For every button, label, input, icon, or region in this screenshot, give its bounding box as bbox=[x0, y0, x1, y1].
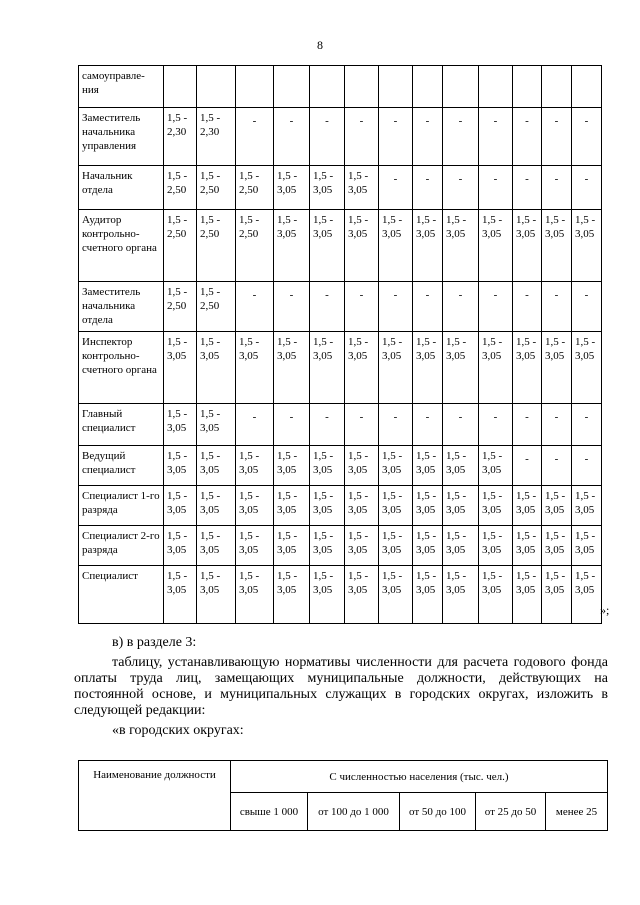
norm-value-cell bbox=[274, 66, 310, 108]
norm-value-cell: - bbox=[236, 404, 274, 446]
norm-value-cell: - bbox=[572, 282, 602, 332]
norm-value-cell bbox=[542, 66, 572, 108]
column-header: менее 25 bbox=[546, 793, 608, 831]
norm-value-cell bbox=[513, 66, 542, 108]
norm-value-cell: 1,5 - 3,05 bbox=[379, 486, 413, 526]
norm-value-cell: - bbox=[413, 108, 443, 166]
norm-value-cell: - bbox=[345, 404, 379, 446]
position-name-cell: Аудитор контрольно-счетного органа bbox=[79, 210, 164, 282]
table-row bbox=[79, 166, 602, 210]
table-row bbox=[79, 282, 602, 332]
norm-value-cell: 1,5 - 3,05 bbox=[443, 526, 479, 566]
norm-value-cell: 1,5 - 3,05 bbox=[310, 332, 345, 404]
norm-value-cell: 1,5 - 3,05 bbox=[197, 526, 236, 566]
norm-value-cell: 1,5 - 3,05 bbox=[164, 526, 197, 566]
norm-value-cell: 1,5 - 3,05 bbox=[479, 526, 513, 566]
table-row bbox=[79, 486, 602, 526]
norm-value-cell: 1,5 - 3,05 bbox=[274, 486, 310, 526]
norm-value-cell: - bbox=[542, 446, 572, 486]
norm-value-cell: 1,5 - 3,05 bbox=[572, 332, 602, 404]
norm-value-cell: 1,5 - 3,05 bbox=[236, 446, 274, 486]
norm-value-cell: - bbox=[443, 108, 479, 166]
norm-value-cell: - bbox=[379, 166, 413, 210]
norm-value-cell: 1,5 - 3,05 bbox=[379, 332, 413, 404]
norm-value-cell: 1,5 - 3,05 bbox=[513, 566, 542, 624]
norm-value-cell: - bbox=[413, 282, 443, 332]
norm-value-cell: - bbox=[542, 404, 572, 446]
norm-value-cell: 1,5 - 2,30 bbox=[197, 108, 236, 166]
norm-value-cell: 1,5 - 3,05 bbox=[479, 566, 513, 624]
norm-value-cell: 1,5 - 3,05 bbox=[274, 332, 310, 404]
norm-value-cell: 1,5 - 2,50 bbox=[164, 282, 197, 332]
norm-value-cell bbox=[164, 66, 197, 108]
norm-value-cell: - bbox=[572, 166, 602, 210]
norm-value-cell: 1,5 - 3,05 bbox=[413, 526, 443, 566]
norm-value-cell: 1,5 - 3,05 bbox=[345, 566, 379, 624]
column-header: от 100 до 1 000 bbox=[308, 793, 400, 831]
norm-value-cell: - bbox=[542, 282, 572, 332]
header-population: С численностью населения (тыс. чел.) bbox=[231, 761, 608, 793]
table-closing-quote: »; bbox=[600, 603, 610, 617]
table-intro-paragraph: «в городских округах: bbox=[112, 723, 244, 738]
norm-value-cell: 1,5 - 3,05 bbox=[542, 566, 572, 624]
salary-norms-table bbox=[78, 65, 602, 624]
norm-value-cell bbox=[236, 66, 274, 108]
norm-value-cell: 1,5 - 3,05 bbox=[274, 566, 310, 624]
norm-value-cell: 1,5 - 3,05 bbox=[197, 332, 236, 404]
norm-value-cell: - bbox=[572, 446, 602, 486]
city-districts-table bbox=[78, 760, 608, 831]
norm-value-cell: 1,5 - 3,05 bbox=[274, 166, 310, 210]
norm-value-cell: 1,5 - 3,05 bbox=[164, 332, 197, 404]
norm-value-cell: 1,5 - 3,05 bbox=[542, 486, 572, 526]
norm-value-cell: - bbox=[513, 282, 542, 332]
norm-value-cell: 1,5 - 3,05 bbox=[379, 566, 413, 624]
norm-value-cell: - bbox=[443, 166, 479, 210]
section-paragraph: в) в разделе 3: bbox=[112, 635, 197, 650]
norm-value-cell: - bbox=[572, 404, 602, 446]
norm-value-cell: 1,5 - 3,05 bbox=[379, 210, 413, 282]
norm-value-cell: 1,5 - 3,05 bbox=[236, 486, 274, 526]
norm-value-cell bbox=[479, 66, 513, 108]
table-row bbox=[79, 566, 602, 624]
norm-value-cell: - bbox=[236, 108, 274, 166]
norm-value-cell: 1,5 - 3,05 bbox=[345, 446, 379, 486]
position-name-cell: Начальник отдела bbox=[79, 166, 164, 210]
column-header: от 50 до 100 bbox=[400, 793, 476, 831]
norm-value-cell: 1,5 - 3,05 bbox=[572, 526, 602, 566]
norm-value-cell: - bbox=[513, 166, 542, 210]
norm-value-cell: 1,5 - 3,05 bbox=[345, 210, 379, 282]
norm-value-cell: 1,5 - 3,05 bbox=[479, 210, 513, 282]
norm-value-cell bbox=[413, 66, 443, 108]
norm-value-cell: 1,5 - 3,05 bbox=[443, 210, 479, 282]
norm-value-cell: 1,5 - 3,05 bbox=[413, 446, 443, 486]
position-name-cell: Специалист 1-го разряда bbox=[79, 486, 164, 526]
norm-value-cell: - bbox=[572, 108, 602, 166]
norm-value-cell: 1,5 - 2,50 bbox=[197, 210, 236, 282]
page-number: 8 bbox=[317, 38, 323, 52]
norm-value-cell: 1,5 - 3,05 bbox=[197, 446, 236, 486]
norm-value-cell: 1,5 - 3,05 bbox=[310, 526, 345, 566]
norm-value-cell: 1,5 - 3,05 bbox=[164, 404, 197, 446]
norm-value-cell: 1,5 - 3,05 bbox=[236, 526, 274, 566]
norm-value-cell: 1,5 - 3,05 bbox=[310, 486, 345, 526]
norm-value-cell: 1,5 - 2,50 bbox=[197, 166, 236, 210]
norm-value-cell: - bbox=[345, 282, 379, 332]
norm-value-cell: - bbox=[274, 282, 310, 332]
position-name-cell: Ведущий специалист bbox=[79, 446, 164, 486]
norm-value-cell: - bbox=[513, 404, 542, 446]
position-name-cell: Инспектор контрольно-счетного органа bbox=[79, 332, 164, 404]
norm-value-cell: 1,5 - 3,05 bbox=[542, 210, 572, 282]
norm-value-cell: 1,5 - 3,05 bbox=[310, 166, 345, 210]
norm-value-cell: - bbox=[443, 404, 479, 446]
position-name-cell: Главный специалист bbox=[79, 404, 164, 446]
norm-value-cell: 1,5 - 3,05 bbox=[274, 526, 310, 566]
norm-value-cell: - bbox=[236, 282, 274, 332]
norm-value-cell: - bbox=[542, 166, 572, 210]
norm-value-cell: - bbox=[479, 404, 513, 446]
norm-value-cell: - bbox=[542, 108, 572, 166]
norm-value-cell: - bbox=[310, 404, 345, 446]
norm-value-cell: 1,5 - 3,05 bbox=[513, 210, 542, 282]
norm-value-cell: 1,5 - 2,50 bbox=[164, 166, 197, 210]
norm-value-cell: 1,5 - 3,05 bbox=[479, 332, 513, 404]
norm-value-cell: 1,5 - 3,05 bbox=[413, 332, 443, 404]
norm-value-cell: - bbox=[479, 108, 513, 166]
norm-value-cell: - bbox=[479, 166, 513, 210]
norm-value-cell bbox=[310, 66, 345, 108]
norm-value-cell: 1,5 - 3,05 bbox=[443, 486, 479, 526]
norm-value-cell bbox=[443, 66, 479, 108]
norm-value-cell bbox=[345, 66, 379, 108]
norm-value-cell: - bbox=[274, 404, 310, 446]
norm-value-cell: - bbox=[310, 282, 345, 332]
position-name-cell: Специалист 2-го разряда bbox=[79, 526, 164, 566]
norm-value-cell: 1,5 - 3,05 bbox=[443, 446, 479, 486]
norm-value-cell: 1,5 - 3,05 bbox=[236, 332, 274, 404]
norm-value-cell: 1,5 - 3,05 bbox=[479, 446, 513, 486]
table-row bbox=[79, 526, 602, 566]
body-paragraph: таблицу, устанавливающую нормативы численности для расчета годового фонда оплаты труда лиц, замещающих муниципальные должности, действующих на постоянной основе, и муниципальных служащих в городских округах, изложить в следующей редакции: bbox=[74, 655, 608, 718]
norm-value-cell: 1,5 - 3,05 bbox=[379, 526, 413, 566]
table-row bbox=[79, 332, 602, 404]
norm-value-cell: 1,5 - 3,05 bbox=[164, 486, 197, 526]
column-header: свыше 1 000 bbox=[231, 793, 308, 831]
norm-value-cell: - bbox=[379, 282, 413, 332]
norm-value-cell bbox=[379, 66, 413, 108]
norm-value-cell: 1,5 - 3,05 bbox=[413, 486, 443, 526]
norm-value-cell: 1,5 - 3,05 bbox=[413, 566, 443, 624]
norm-value-cell bbox=[197, 66, 236, 108]
norm-value-cell: 1,5 - 3,05 bbox=[572, 486, 602, 526]
norm-value-cell: - bbox=[413, 166, 443, 210]
position-name-cell: самоуправле- ния bbox=[79, 66, 164, 108]
column-header: от 25 до 50 bbox=[476, 793, 546, 831]
norm-value-cell: 1,5 - 3,05 bbox=[164, 446, 197, 486]
table-row bbox=[79, 210, 602, 282]
norm-value-cell: 1,5 - 3,05 bbox=[310, 210, 345, 282]
table-row bbox=[79, 108, 602, 166]
position-name-cell: Заместитель начальника управления bbox=[79, 108, 164, 166]
norm-value-cell bbox=[572, 66, 602, 108]
norm-value-cell: - bbox=[345, 108, 379, 166]
norm-value-cell: 1,5 - 3,05 bbox=[513, 526, 542, 566]
norm-value-cell: 1,5 - 3,05 bbox=[164, 566, 197, 624]
norm-value-cell: 1,5 - 3,05 bbox=[572, 210, 602, 282]
norm-value-cell: 1,5 - 3,05 bbox=[345, 486, 379, 526]
norm-value-cell: 1,5 - 3,05 bbox=[274, 446, 310, 486]
position-name-cell: Специалист bbox=[79, 566, 164, 624]
norm-value-cell: 1,5 - 3,05 bbox=[513, 486, 542, 526]
norm-value-cell: 1,5 - 2,30 bbox=[164, 108, 197, 166]
norm-value-cell: - bbox=[310, 108, 345, 166]
position-name-cell: Заместитель начальника отдела bbox=[79, 282, 164, 332]
norm-value-cell: - bbox=[413, 404, 443, 446]
norm-value-cell: 1,5 - 3,05 bbox=[542, 526, 572, 566]
norm-value-cell: 1,5 - 3,05 bbox=[572, 566, 602, 624]
norm-value-cell: 1,5 - 3,05 bbox=[310, 446, 345, 486]
table-row bbox=[79, 404, 602, 446]
norm-value-cell: - bbox=[274, 108, 310, 166]
norm-value-cell: 1,5 - 3,05 bbox=[197, 566, 236, 624]
norm-value-cell: 1,5 - 3,05 bbox=[236, 566, 274, 624]
norm-value-cell: 1,5 - 3,05 bbox=[443, 332, 479, 404]
header-position: Наименование должности bbox=[79, 761, 231, 831]
table-row bbox=[79, 446, 602, 486]
norm-value-cell: 1,5 - 3,05 bbox=[443, 566, 479, 624]
norm-value-cell: 1,5 - 2,50 bbox=[236, 210, 274, 282]
norm-value-cell: - bbox=[379, 108, 413, 166]
norm-value-cell: 1,5 - 3,05 bbox=[513, 332, 542, 404]
norm-value-cell: 1,5 - 3,05 bbox=[345, 332, 379, 404]
norm-value-cell: 1,5 - 3,05 bbox=[345, 526, 379, 566]
norm-value-cell: - bbox=[443, 282, 479, 332]
norm-value-cell: 1,5 - 2,50 bbox=[197, 282, 236, 332]
norm-value-cell: - bbox=[513, 446, 542, 486]
table-row bbox=[79, 66, 602, 108]
norm-value-cell: 1,5 - 3,05 bbox=[345, 166, 379, 210]
norm-value-cell: 1,5 - 3,05 bbox=[542, 332, 572, 404]
norm-value-cell: 1,5 - 3,05 bbox=[379, 446, 413, 486]
norm-value-cell: 1,5 - 3,05 bbox=[197, 486, 236, 526]
norm-value-cell: 1,5 - 3,05 bbox=[197, 404, 236, 446]
norm-value-cell: - bbox=[379, 404, 413, 446]
norm-value-cell: - bbox=[479, 282, 513, 332]
norm-value-cell: - bbox=[513, 108, 542, 166]
norm-value-cell: 1,5 - 3,05 bbox=[479, 486, 513, 526]
norm-value-cell: 1,5 - 3,05 bbox=[310, 566, 345, 624]
norm-value-cell: 1,5 - 3,05 bbox=[413, 210, 443, 282]
norm-value-cell: 1,5 - 3,05 bbox=[274, 210, 310, 282]
norm-value-cell: 1,5 - 2,50 bbox=[236, 166, 274, 210]
norm-value-cell: 1,5 - 2,50 bbox=[164, 210, 197, 282]
